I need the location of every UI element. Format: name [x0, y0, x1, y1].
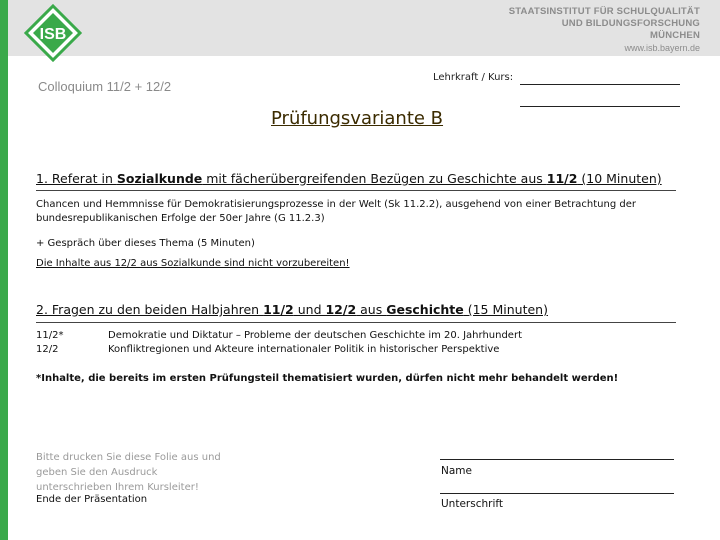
section1-topic-bold: Chancen und Hemmnisse für Demokratisierungsprozesse in der Welt [36, 199, 381, 210]
section2-heading-subject: Geschichte [386, 302, 464, 317]
institute-line-2: UND BILDUNGSFORSCHUNG [561, 18, 700, 29]
section2-heading-term1: 11/2 [263, 302, 294, 317]
section1-heading-suffix: mit fächerübergreifenden Bezügen zu Geschichte aus [202, 171, 547, 186]
teacher-fill-line-2 [520, 106, 680, 107]
section1-topic-rest: (Sk 11.2.2), ausgehend von einer Betrachtung der bundesrepublikanischen Erfolge der 50er Jahre (G 11.2.3) [36, 199, 636, 224]
section1-discussion: + Gespräch über dieses Thema (5 Minuten) [36, 238, 255, 249]
logo-text: ISB [39, 26, 67, 43]
section1-heading-subject: Sozialkunde [116, 171, 203, 186]
section1-heading-prefix: 1. Referat in [36, 171, 117, 186]
name-label: Name [441, 465, 472, 477]
institute-line-3: MÜNCHEN [650, 30, 700, 41]
signature-line [440, 493, 674, 494]
section2-note: *Inhalte, die bereits im ersten Prüfungsteil thematisiert wurden, dürfen nicht mehr behandelt werden! [36, 373, 619, 384]
section1-heading-term: 11/2 [546, 171, 578, 186]
section1-divider [36, 190, 676, 191]
section2-heading-mid2: aus [356, 302, 387, 317]
page-title: Prüfungsvariante B [271, 108, 444, 129]
course-label: Colloquium 11/2 + 12/2 [38, 79, 172, 94]
end-of-presentation: Ende der Präsentation [36, 494, 148, 505]
section2-heading [36, 302, 548, 317]
section1-notice: Die Inhalte aus 12/2 aus Sozialkunde sind nicht vorzubereiten! [36, 258, 350, 269]
institute-line-1: STAATSINSTITUT FÜR SCHULQUALITÄT [508, 6, 700, 17]
section2-divider [36, 322, 676, 323]
institute-info [509, 6, 700, 54]
name-line [440, 459, 674, 460]
topic-text: Konfliktregionen und Akteure internationaler Politik in historischer Perspektive [108, 344, 500, 355]
section1-heading [36, 171, 662, 186]
print-instruction: Bitte drucken Sie diese Folie aus und geben Sie den Ausdruck unterschrieben Ihrem Kursleiter! [36, 452, 221, 493]
topic-code: 11/2* [36, 330, 64, 341]
topic-row [36, 344, 499, 355]
topic-text: Demokratie und Diktatur – Probleme der deutschen Geschichte im 20. Jahrhundert [108, 330, 522, 341]
section1-heading-end: (10 Minuten) [577, 171, 662, 186]
teacher-course-label: Lehrkraft / Kurs: [433, 72, 514, 83]
institute-url[interactable]: www.isb.bayern.de [624, 43, 700, 53]
signature-label: Unterschrift [441, 498, 503, 510]
topic-row [36, 330, 522, 341]
isb-logo-icon [24, 4, 82, 62]
topic-code: 12/2 [36, 344, 59, 355]
section2-heading-prefix: 2. Fragen zu den beiden Halbjahren [36, 302, 264, 317]
section1-topic [36, 198, 676, 226]
green-side-bar [0, 0, 8, 540]
teacher-fill-line-1 [520, 84, 680, 85]
section2-heading-mid: und [293, 302, 326, 317]
section2-heading-term2: 12/2 [325, 302, 357, 317]
section2-heading-end: (15 Minuten) [463, 302, 548, 317]
